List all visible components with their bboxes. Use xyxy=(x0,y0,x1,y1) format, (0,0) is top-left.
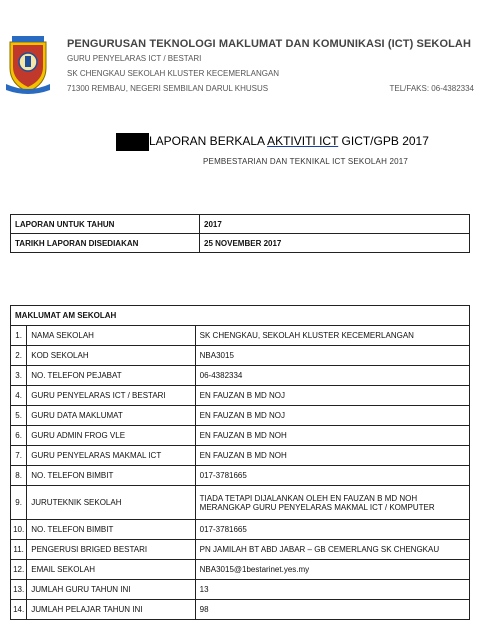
table-row xyxy=(11,386,470,406)
report-subtitle: PEMBESTARIAN DAN TEKNIKAL ICT SEKOLAH 2017 xyxy=(203,157,409,166)
row-number: 7. xyxy=(11,446,27,466)
row-label: KOD SEKOLAH xyxy=(27,346,195,366)
row-label: GURU ADMIN FROG VLE xyxy=(27,426,195,446)
row-value: EN FAUZAN B MD NOH xyxy=(195,426,469,446)
row-label: JUMLAH PELAJAR TAHUN INI xyxy=(27,600,195,620)
row-value: 017-3781665 xyxy=(195,520,469,540)
row-value: 13 xyxy=(195,580,469,600)
row-number: 11. xyxy=(11,540,27,560)
row-label: GURU DATA MAKLUMAT xyxy=(27,406,195,426)
row-number: 14. xyxy=(11,600,27,620)
table-row xyxy=(11,486,470,520)
row-number: 10. xyxy=(11,520,27,540)
row-label: GURU PENYELARAS ICT / BESTARI xyxy=(27,386,195,406)
row-label: JUMLAH GURU TAHUN INI xyxy=(27,580,195,600)
report-title-bar xyxy=(116,133,149,151)
row-value: 06-4382334 xyxy=(195,366,469,386)
summary-label: LAPORAN UNTUK TAHUN xyxy=(11,215,200,234)
report-title-rest: GICT/GPB 2017 xyxy=(338,134,429,148)
table-row xyxy=(11,346,470,366)
row-value: NBA3015@1bestarinet.yes.my xyxy=(195,560,469,580)
report-title xyxy=(149,134,429,148)
row-value: NBA3015 xyxy=(195,346,469,366)
table-row xyxy=(11,560,470,580)
table-row xyxy=(11,326,470,346)
summary-label: TARIKH LAPORAN DISEDIAKAN xyxy=(11,234,200,253)
table-row xyxy=(11,580,470,600)
summary-value: 2017 xyxy=(200,215,470,234)
table-row xyxy=(11,466,470,486)
table-row xyxy=(11,234,470,253)
table-heading: MAKLUMAT AM SEKOLAH xyxy=(11,306,470,326)
table-heading-row xyxy=(11,306,470,326)
row-label: EMAIL SEKOLAH xyxy=(27,560,195,580)
header-role: GURU PENYELARAS ICT / BESTARI xyxy=(67,54,202,63)
row-number: 1. xyxy=(11,326,27,346)
table-row xyxy=(11,446,470,466)
table-row xyxy=(11,406,470,426)
row-number: 12. xyxy=(11,560,27,580)
table-row xyxy=(11,520,470,540)
row-number: 9. xyxy=(11,486,27,520)
header-address: 71300 REMBAU, NEGERI SEMBILAN DARUL KHUSUS xyxy=(67,84,269,93)
row-number: 13. xyxy=(11,580,27,600)
row-number: 2. xyxy=(11,346,27,366)
school-crest-logo xyxy=(4,34,52,96)
row-label: NO. TELEFON PEJABAT xyxy=(27,366,195,386)
table-row xyxy=(11,540,470,560)
row-label: PENGERUSI BRIGED BESTARI xyxy=(27,540,195,560)
report-title-main: LAPORAN BERKALA xyxy=(149,134,268,148)
row-value: PN JAMILAH BT ABD JABAR – GB CEMERLANG SK CHENGKAU xyxy=(195,540,469,560)
header-tel-fax: TEL/FAKS: 06-4382334 xyxy=(389,84,474,93)
table-row xyxy=(11,426,470,446)
row-value: 017-3781665 xyxy=(195,466,469,486)
row-label: JURUTEKNIK SEKOLAH xyxy=(27,486,195,520)
row-value: TIADA TETAPI DIJALANKAN OLEH EN FAUZAN B MD NOH MERANGKAP GURU PENYELARAS MAKMAL ICT / KOMPUTER xyxy=(195,486,469,520)
summary-table xyxy=(10,214,470,253)
school-info-table xyxy=(10,305,470,620)
row-value: EN FAUZAN B MD NOJ xyxy=(195,386,469,406)
table-row xyxy=(11,600,470,620)
report-title-underlined: AKTIVITI ICT xyxy=(267,134,339,148)
row-value: EN FAUZAN B MD NOJ xyxy=(195,406,469,426)
row-label: NO. TELEFON BIMBIT xyxy=(27,520,195,540)
row-number: 5. xyxy=(11,406,27,426)
row-label: NAMA SEKOLAH xyxy=(27,326,195,346)
row-number: 6. xyxy=(11,426,27,446)
row-value: SK CHENGKAU, SEKOLAH KLUSTER KECEMERLANGAN xyxy=(195,326,469,346)
row-label: GURU PENYELARAS MAKMAL ICT xyxy=(27,446,195,466)
table-row xyxy=(11,366,470,386)
row-value: 98 xyxy=(195,600,469,620)
row-number: 3. xyxy=(11,366,27,386)
header-title: PENGURUSAN TEKNOLOGI MAKLUMAT DAN KOMUNIKASI (ICT) SEKOLAH xyxy=(67,38,472,50)
row-value: EN FAUZAN B MD NOH xyxy=(195,446,469,466)
summary-value: 25 NOVEMBER 2017 xyxy=(200,234,470,253)
header-school: SK CHENGKAU SEKOLAH KLUSTER KECEMERLANGAN xyxy=(67,69,280,78)
row-number: 4. xyxy=(11,386,27,406)
row-number: 8. xyxy=(11,466,27,486)
table-row xyxy=(11,215,470,234)
row-label: NO. TELEFON BIMBIT xyxy=(27,466,195,486)
